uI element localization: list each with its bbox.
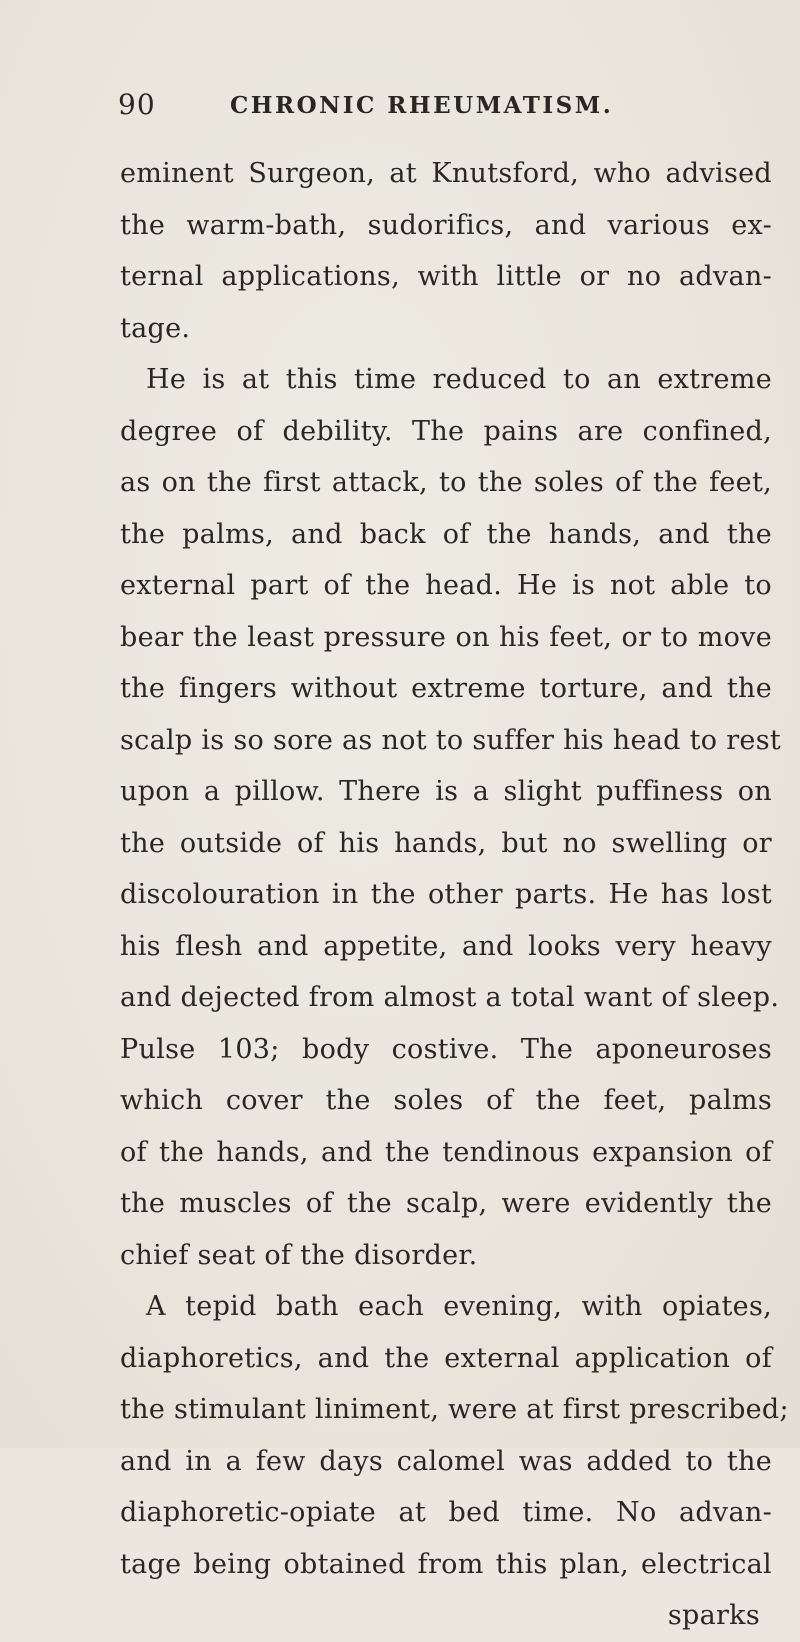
text-line: the warm-bath, sudorifics, and various ex- [120,209,772,241]
text-line: and in a few days calomel was added to the [120,1445,772,1477]
running-head: CHRONIC RHEUMATISM. [230,92,614,119]
text-line: discolouration in the other parts. He has lost [120,879,772,910]
text-line: ternal applications, with little or no advan- [120,261,772,292]
text-line: bear the least pressure on his feet, or to move [120,621,772,653]
text-line: Pulse 103; body costive. The aponeuroses [120,1033,772,1065]
text-line: of the hands, and the tendinous expansion of [120,1136,772,1168]
text-line: chief seat of the disorder. [120,1239,478,1271]
page-number: 90 [118,88,156,121]
text-line: the fingers without extreme torture, and the [120,673,772,704]
paragraph-start-line: He is at this time reduced to an extreme [146,364,772,395]
text-line: upon a pillow. There is a slight puffiness on [120,776,772,807]
text-line: degree of debility. The pains are confined, [120,415,772,447]
text-line: eminent Surgeon, at Knutsford, who advised [120,158,772,189]
body-text [120,148,789,1642]
text-line: the palms, and back of the hands, and the [120,518,772,550]
text-line: diaphoretics, and the external application of [120,1342,772,1374]
paragraph-start-line: A tepid bath each evening, with opiates, [146,1291,772,1322]
text-line: and dejected from almost a total want of sleep. [120,982,780,1013]
text-line: tage being obtained from this plan, electrical [120,1548,772,1580]
text-line: his flesh and appetite, and looks very heavy [120,930,772,962]
text-line: external part of the head. He is not able to [120,570,772,601]
text-line: the muscles of the scalp, were evidently the [120,1188,772,1219]
text-line: scalp is so sore as not to suffer his head to rest [120,724,781,756]
text-line: the stimulant liniment, were at first prescribed; [120,1394,789,1425]
page-header [118,88,678,128]
catchword: sparks [667,1600,760,1631]
text-line: diaphoretic-opiate at bed time. No advan- [120,1497,772,1528]
text-line: the outside of his hands, but no swelling or [120,827,772,859]
text-line: which cover the soles of the feet, palms [120,1085,772,1116]
text-line: as on the first attack, to the soles of the feet, [120,467,772,498]
text-line: tage. [120,312,191,344]
